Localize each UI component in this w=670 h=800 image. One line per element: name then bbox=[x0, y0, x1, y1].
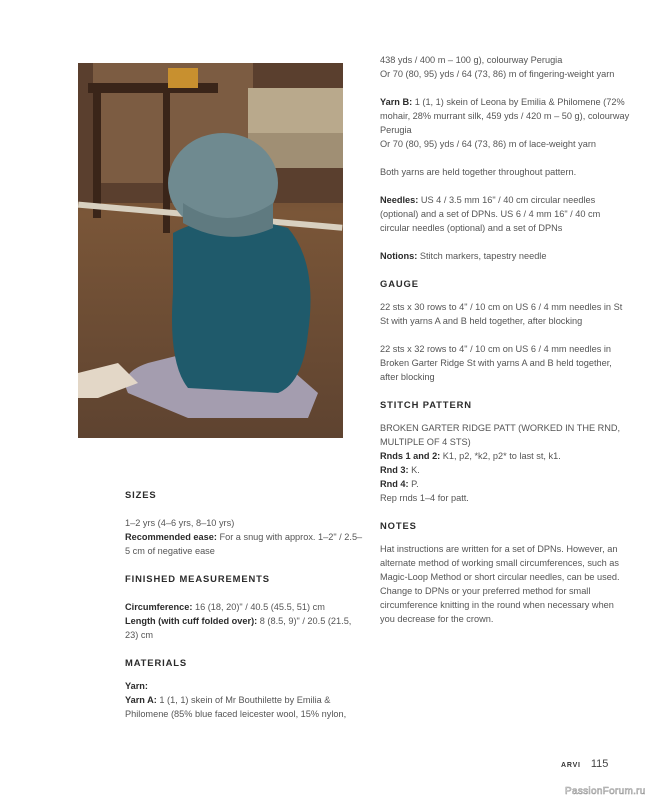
yarn-b bbox=[380, 95, 630, 137]
yarn-a-label: Yarn A: bbox=[125, 695, 157, 705]
needles-text: US 4 / 3.5 mm 16" / 40 cm circular needles (optional) and a set of DPNs. US 6 / 4 mm 16" / 40 cm circular needles (optional) and a set of DPNs bbox=[380, 195, 601, 233]
length-label: Length (with cuff folded over): bbox=[125, 616, 258, 626]
notes-text: Hat instructions are written for a set of DPNs. However, an alternate method of working small circumferences, such as Magic-Loop Method or short circular needles, can be used. Change to DPNs or your preferred method for small circumference knitting in the round when necessary when you decrease for the crown. bbox=[380, 544, 620, 624]
repeat-rounds: Rep rnds 1–4 for patt. bbox=[380, 493, 469, 503]
notions bbox=[380, 249, 630, 263]
yarn-b-alternative: Or 70 (80, 95) yds / 64 (73, 86) m of lace-weight yarn bbox=[380, 139, 597, 149]
photo-illustration bbox=[78, 63, 343, 438]
circumference bbox=[125, 600, 365, 614]
yarn-label-text: Yarn: bbox=[125, 681, 148, 691]
yarn-b-label: Yarn B: bbox=[380, 97, 413, 107]
gauge-heading: GAUGE bbox=[380, 278, 419, 289]
round-3-text: K. bbox=[408, 465, 420, 475]
ease-label: Recommended ease: bbox=[125, 532, 217, 542]
yarn-b-text: 1 (1, 1) skein of Leona by Emilia & Philomene (72% mohair, 28% murrant silk, 459 yds / 420 m – 50 g), colourway Perugia bbox=[380, 97, 630, 135]
stitch-pattern-heading: STITCH PATTERN bbox=[380, 399, 472, 410]
book-title: ARVI bbox=[561, 762, 581, 769]
gauge-st-st: 22 sts x 30 rows to 4" / 10 cm on US 6 / 4 mm needles in St St with yarns A and B held together, after blocking bbox=[380, 302, 623, 326]
ease-text: For a snug with approx. 1–2" / 2.5–5 cm of negative ease bbox=[125, 532, 363, 556]
yarn-a-continued: 438 yds / 400 m – 100 g), colourway Perugia bbox=[380, 55, 563, 65]
left-column bbox=[125, 488, 365, 721]
right-column bbox=[380, 53, 630, 626]
needles-label: Needles: bbox=[380, 195, 419, 205]
length-text: 8 (8.5, 9)" / 20.5 (21.5, 23) cm bbox=[125, 616, 352, 640]
finished-measurements-heading: FINISHED MEASUREMENTS bbox=[125, 573, 270, 584]
circumference-label: Circumference: bbox=[125, 602, 193, 612]
gauge-garter-ridge: 22 sts x 32 rows to 4" / 10 cm on US 6 / 4 mm needles in Broken Garter Ridge St with yarns A and B held together, after blocking bbox=[380, 344, 612, 382]
notions-label: Notions: bbox=[380, 251, 418, 261]
round-4 bbox=[380, 477, 630, 491]
round-4-text: P. bbox=[408, 479, 419, 489]
round-4-label: Rnd 4: bbox=[380, 479, 409, 489]
yarn-a-alternative: Or 70 (80, 95) yds / 64 (73, 86) m of fingering-weight yarn bbox=[380, 69, 615, 79]
rounds-1-2-label: Rnds 1 and 2: bbox=[380, 451, 441, 461]
yarn-a bbox=[125, 693, 365, 721]
watermark: PassionForum.ru bbox=[565, 786, 646, 797]
yarn-label bbox=[125, 679, 365, 693]
stitch-pattern-title: BROKEN GARTER RIDGE PATT (WORKED IN THE RND, MULTIPLE OF 4 STS) bbox=[380, 423, 621, 447]
materials-heading: MATERIALS bbox=[125, 657, 188, 668]
sizes-range: 1–2 yrs (4–6 yrs, 8–10 yrs) bbox=[125, 518, 235, 528]
notions-text: Stitch markers, tapestry needle bbox=[417, 251, 547, 261]
length bbox=[125, 614, 365, 642]
page-footer bbox=[561, 758, 608, 770]
both-yarns-note: Both yarns are held together throughout pattern. bbox=[380, 167, 577, 177]
round-3-label: Rnd 3: bbox=[380, 465, 409, 475]
baby-hat-photo bbox=[78, 63, 343, 438]
round-3 bbox=[380, 463, 630, 477]
sizes-heading: SIZES bbox=[125, 489, 157, 500]
yarn-a-text: 1 (1, 1) skein of Mr Bouthilette by Emilia & Philomene (85% blue faced leicester wool, 15% nylon, bbox=[125, 695, 347, 719]
notes-heading: NOTES bbox=[380, 520, 417, 531]
rounds-1-2 bbox=[380, 449, 630, 463]
circumference-text: 16 (18, 20)" / 40.5 (45.5, 51) cm bbox=[192, 602, 325, 612]
recommended-ease bbox=[125, 530, 365, 558]
needles bbox=[380, 193, 630, 235]
page-number: 115 bbox=[590, 758, 609, 770]
rounds-1-2-text: K1, p2, *k2, p2* to last st, k1. bbox=[440, 451, 561, 461]
